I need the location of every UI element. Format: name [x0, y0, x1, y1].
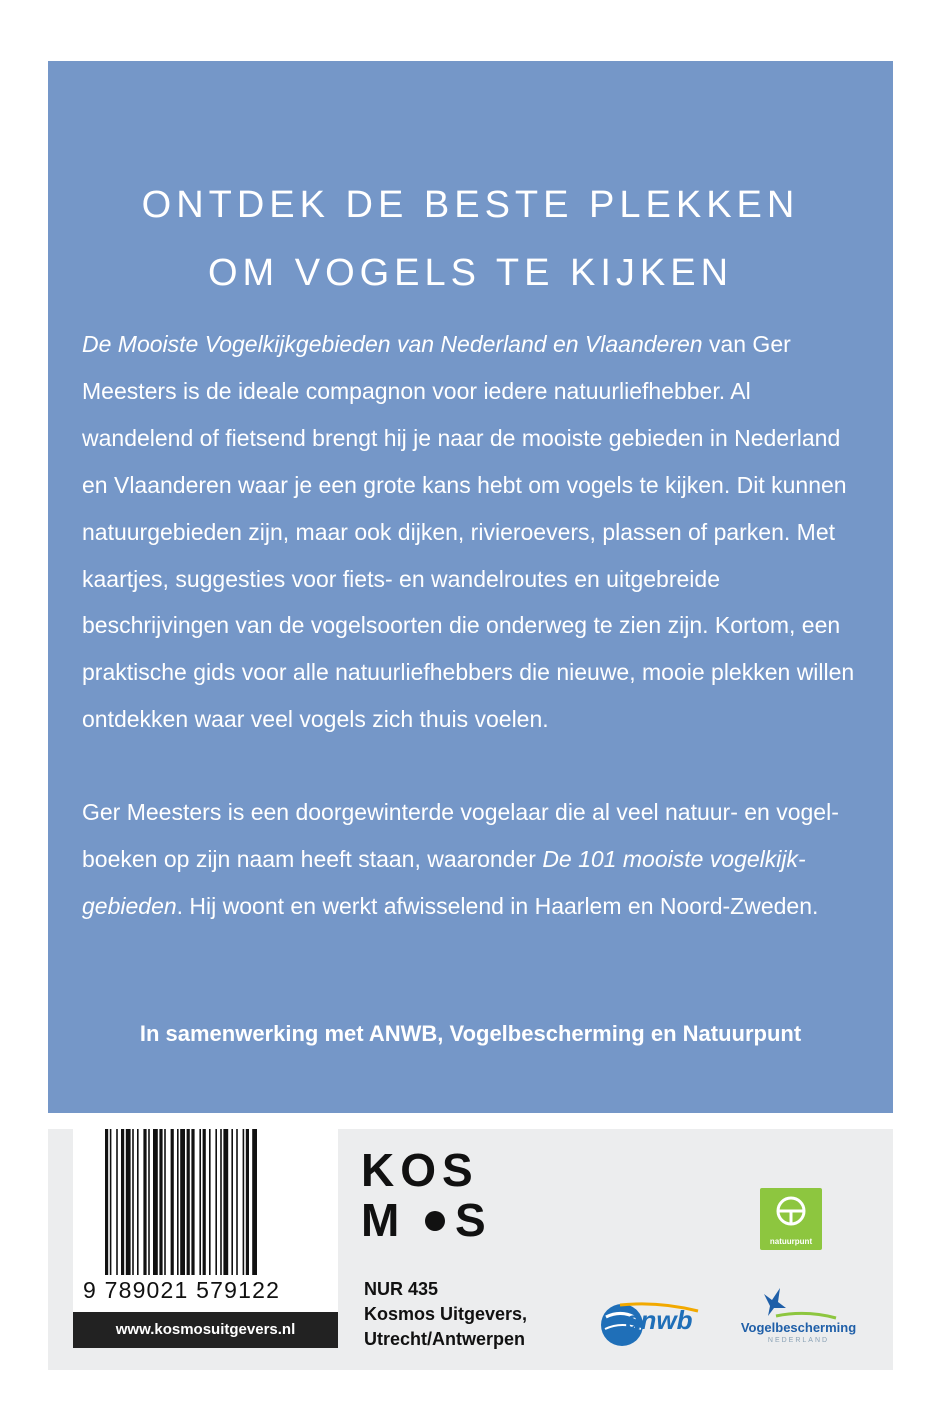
partner-line: In samenwerking met ANWB, Vogelbescherming en Natuurpunt — [139, 1021, 802, 1046]
publisher-name: Kosmos Uitgevers, — [364, 1304, 528, 1324]
author-bio-paragraph — [82, 789, 867, 930]
natuurpunt-label: natuurpunt — [769, 1237, 813, 1246]
barcode-bar — [223, 1129, 228, 1275]
barcode-bar — [164, 1129, 166, 1275]
author-bio-text-end: . Hij woont en werkt afwisselend in Haarlem en Noord-Zweden. — [176, 892, 819, 919]
natuurpunt-logo — [760, 1188, 822, 1250]
barcode-bar — [137, 1129, 139, 1275]
barcode-bar — [199, 1129, 201, 1275]
barcode-bar — [243, 1129, 245, 1275]
barcode-bar — [116, 1129, 118, 1275]
barcode-bar — [215, 1129, 217, 1275]
barcode-bar — [153, 1129, 158, 1275]
vogelbescherming-logo — [736, 1286, 861, 1351]
publisher-panel — [48, 1129, 893, 1370]
barcode-bar — [209, 1129, 211, 1275]
barcode-bar — [231, 1129, 233, 1275]
anwb-wordmark: anwb — [626, 1305, 693, 1335]
publisher-info — [364, 1277, 527, 1352]
barcode-bar — [252, 1129, 257, 1275]
description-paragraph — [82, 321, 867, 743]
author-bio-text: Ger Meesters is een doorgewinterde vogelaar die al veel natuur- en vogelboeken op zijn naam heeft staan, waaronder — [82, 799, 839, 872]
website-url: www.kosmosuitgevers.nl — [73, 1312, 338, 1348]
book-title: De Mooiste Vogelkijkgebieden van Nederland en Vlaanderen — [82, 331, 703, 357]
publisher-location: Utrecht/Antwerpen — [364, 1329, 526, 1349]
nur-code: NUR 435 — [364, 1279, 439, 1299]
kosmos-logo-letter-m: M — [361, 1194, 406, 1246]
kosmos-logo-letter-s: S — [455, 1194, 492, 1246]
barcode-bars — [105, 1129, 320, 1275]
isbn-digits: 9 789021 579122 — [83, 1277, 281, 1303]
barcode-bar — [143, 1129, 146, 1275]
barcode-bar — [177, 1129, 179, 1275]
other-book-title: De 101 mooiste vogelkijkgebieden — [82, 845, 806, 919]
back-cover-panel — [48, 61, 893, 1113]
barcode-bar — [220, 1129, 222, 1275]
barcode-bar — [246, 1129, 249, 1275]
barcode-bar — [191, 1129, 194, 1275]
bird-icon — [736, 1286, 861, 1322]
barcode-bar — [110, 1129, 112, 1275]
barcode-bar — [171, 1129, 174, 1275]
barcode-bar — [203, 1129, 206, 1275]
kosmos-logo-row-1: KOS — [361, 1144, 479, 1196]
anwb-logo — [598, 1297, 708, 1351]
barcode-bar — [180, 1129, 185, 1275]
vogelbescherming-subtitle: NEDERLAND — [767, 1337, 830, 1344]
barcode-bar — [121, 1129, 124, 1275]
vogelbescherming-name: Vogelbescherming — [740, 1320, 857, 1335]
barcode-bar — [236, 1129, 238, 1275]
kosmos-logo — [361, 1144, 492, 1247]
barcode-bar — [187, 1129, 190, 1275]
barcode-bar — [105, 1129, 108, 1275]
description-text: van Ger Meesters is de ideale compagnon voor iedere natuurliefhebber. Al wandelend of fietsend brengt hij je naar de mooiste gebieden in Nederland en Vlaanderen waar je een grote kans hebt om vogels te kijken. Dit kunnen natuurgebieden zijn, maar ook dijken, rivieroevers, plassen of parken. Met kaartjes, suggesties voor fiets- en wandelroutes en uitgebreide beschrijvingen van de vogelsoorten die onderweg te zien zijn. Kortom, een praktische gids voor alle natuurliefhebbers die nieuwe, mooie plekken willen ontdekken waar veel vogels zich thuis voelen. — [82, 331, 855, 733]
natuurpunt-emblem-icon — [760, 1188, 822, 1236]
kosmos-logo-dot — [425, 1211, 445, 1231]
barcode-bar — [126, 1129, 131, 1275]
headline-line-2: OM VOGELS TE KIJKEN — [207, 252, 734, 294]
barcode-bar — [132, 1129, 134, 1275]
barcode-bar — [159, 1129, 162, 1275]
headline — [48, 171, 893, 307]
headline-line-1: ONTDEK DE BESTE PLEKKEN — [141, 184, 800, 226]
barcode-bar — [148, 1129, 150, 1275]
